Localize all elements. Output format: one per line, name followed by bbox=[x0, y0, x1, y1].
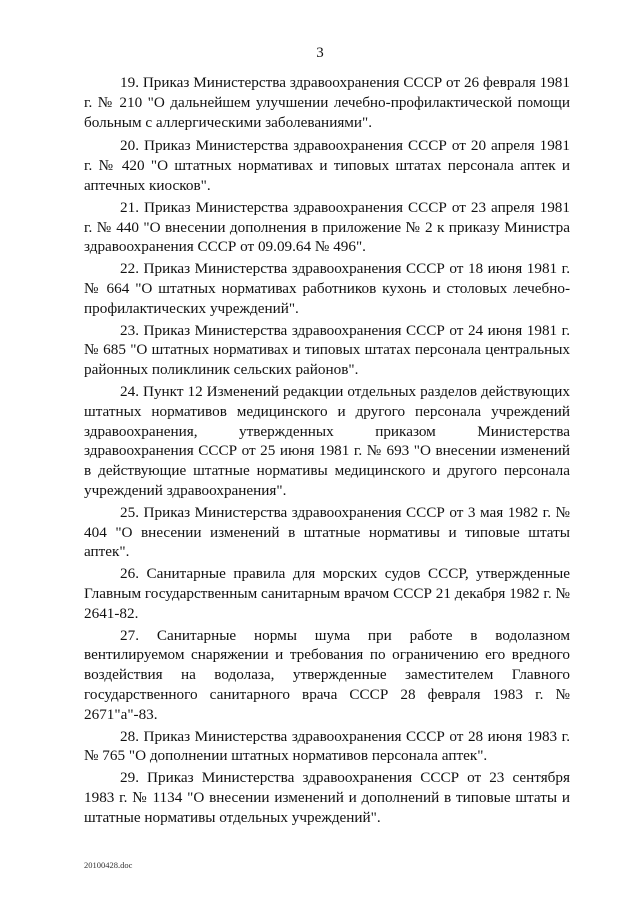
list-item-23: 23. Приказ Министерства здравоохранения СССР от 24 июня 1981 г. № 685 "О штатных нормативах и типовых штатах персонала центральных районных поликлиник сельских районов". bbox=[84, 321, 570, 379]
list-item-28: 28. Приказ Министерства здравоохранения СССР от 28 июня 1983 г. № 765 "О дополнении штатных нормативов персонала аптек". bbox=[84, 727, 570, 765]
list-item-24: 24. Пункт 12 Изменений редакции отдельных разделов действующих штатных нормативов медицинского и другого персонала учреждений здравоохранения, утвержденных приказом Министерства здравоохранения СССР от 25 июня 1981 г. № 693 "О внесении изменений в действующие штатные нормативы медицинского и другого персонала учреждений здравоохранения". bbox=[84, 382, 570, 499]
list-item-20: 20. Приказ Министерства здравоохранения СССР от 20 апреля 1981 г. № 420 "О штатных нормативах и типовых штатах персонала аптек и аптечных киосков". bbox=[84, 137, 570, 194]
footer-filename: 20100428.doc bbox=[84, 860, 133, 870]
document-body bbox=[84, 73, 570, 829]
list-item-26: 26. Санитарные правила для морских судов СССР, утвержденные Главным государственным санитарным врачом СССР 21 декабря 1982 г. № 2641-82. bbox=[84, 565, 570, 622]
list-item-25: 25. Приказ Министерства здравоохранения СССР от 3 мая 1982 г. № 404 "О внесении изменений в штатные нормативы и типовые штаты аптек". bbox=[84, 503, 570, 561]
list-item-27: 27. Санитарные нормы шума при работе в водолазном вентилируемом снаряжении и требования по ограничению его вредного воздействия на водолаза, утвержденные заместителем Главного государственного санитарного врача СССР 28 февраля 1983 г. № 2671"а"-83. bbox=[84, 626, 570, 723]
list-item-21: 21. Приказ Министерства здравоохранения СССР от 23 апреля 1981 г. № 440 "О внесении дополнения в приложение № 2 к приказу Министра здравоохранения СССР от 09.09.64 № 496". bbox=[84, 198, 570, 256]
list-item-19: 19. Приказ Министерства здравоохранения СССР от 26 февраля 1981 г. № 210 "О дальнейшем улучшении лечебно-профилактической помощи больным с аллергическими заболеваниями". bbox=[84, 74, 570, 131]
list-item-22: 22. Приказ Министерства здравоохранения СССР от 18 июня 1981 г. № 664 "О штатных нормативах работников кухонь и столовых лечебно-профилактических учреждений". bbox=[84, 260, 570, 317]
list-item-29: 29. Приказ Министерства здравоохранения СССР от 23 сентября 1983 г. № 1134 "О внесении изменений и дополнений в типовые штаты и штатные нормативы отдельных учреждений". bbox=[84, 769, 570, 826]
page-number: 3 bbox=[316, 45, 324, 61]
